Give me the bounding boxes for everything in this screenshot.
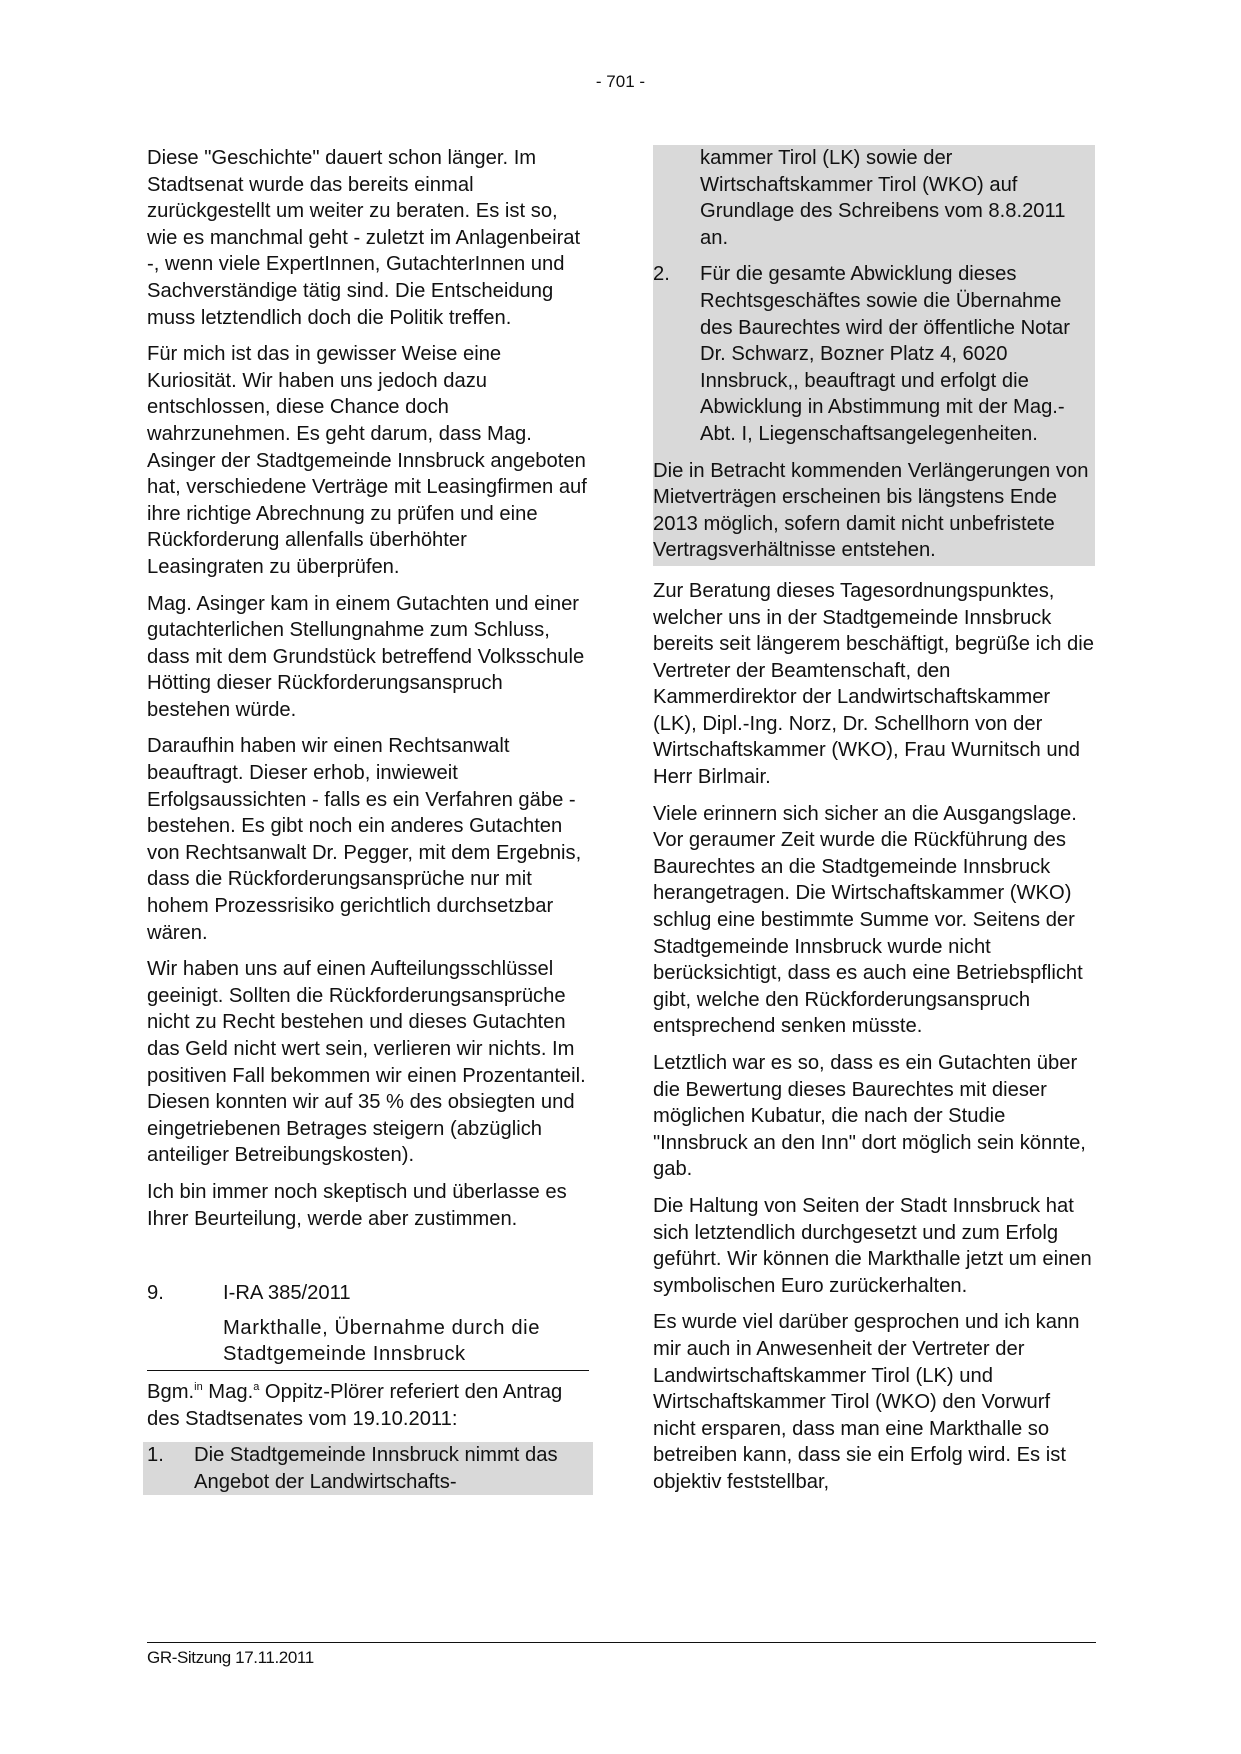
page-number: - 701 - [595,72,646,91]
left-column [147,145,589,1495]
motion-text: Die Stadtgemeinde Innsbruck nimmt das Angebot der Landwirtschafts- [194,1444,558,1493]
motion-item-1 [143,1442,593,1495]
paragraph: Ich bin immer noch skeptisch und überlasse es Ihrer Beurteilung, werde aber zustimmen. [147,1180,567,1230]
paragraph: Daraufhin haben wir einen Rechtsanwalt beauftragt. Dieser erhob, inwieweit Erfolgsaussichten - falls es ein Verfahren gäbe - bestehen. Es gibt noch ein anderes Gutachten von Rechtsanwalt Dr. Pegger, mit dem Ergebnis, dass die Rückforderungsansprüche nur mit hohem Prozessrisiko gerichtlich durchsetzbar wären. [147,735,582,944]
motion-number: 1. [147,1444,164,1467]
motion-box [653,145,1095,566]
heading-divider [147,1370,589,1371]
right-column [653,145,1095,1506]
footer-session-date: GR-Sitzung 17.11.2011 [147,1648,314,1667]
agenda-item-heading [147,1280,589,1371]
agenda-title: Markthalle, Übernahme durch die Stadtgemeinde Innsbruck [223,1316,541,1366]
motion-note: Die in Betracht kommenden Verlängerungen von Mietverträgen erscheinen bis längstens Ende 2013 möglich, sofern damit nicht unbefristete Vertragsverhältnisse entstehen. [653,459,1089,562]
paragraph: Wir haben uns auf einen Aufteilungsschlüssel geeinigt. Sollten die Rückforderungsansprüche nicht zu Recht bestehen und dieses Gutachten das Geld nicht wert sein, verlieren wir nichts. Im positiven Fall bekommen wir einen Prozentanteil. Diesen konnten wir auf 35 % des obsiegten und eingetriebenen Betrages steigern (abzüglich anteiliger Betreibungskosten). [147,958,586,1167]
agenda-number: 9. [147,1282,164,1305]
footer-divider [147,1642,1096,1643]
paragraph: Viele erinnern sich sicher an die Ausgangslage. Vor geraumer Zeit wurde die Rückführung des Baurechtes an die Stadtgemeinde Innsbruck herangetragen. Die Wirtschaftskammer (WKO) schlug eine bestimmte Summe vor. Seitens der Stadtgemeinde Innsbruck wurde nicht berücksichtigt, dass es auch eine Betriebspflicht gibt, welche den Rückforderungsanspruch entsprechend senken müsste. [653,802,1083,1038]
motion-text: kammer Tirol (LK) sowie der Wirtschaftskammer Tirol (WKO) auf Grundlage des Schreibens vom 8.8.2011 an. [700,147,1066,249]
agenda-reference: I-RA 385/2011 [223,1282,351,1305]
paragraph: Zur Beratung dieses Tagesordnungspunktes, welcher uns in der Stadtgemeinde Innsbruck bereits seit längerem beschäftigt, begrüße ich die Vertreter der Beamtenschaft, den Kammerdirektor der Landwirtschaftskammer (LK), Dipl.-Ing. Norz, Dr. Schellhorn von der Wirtschaftskammer (WKO), Frau Wurnitsch und Herr Birlmair. [653,579,1095,789]
motion-item-1-continued [653,145,1095,251]
motion-number: 2. [653,263,670,286]
paragraph: Letztlich war es so, dass es ein Gutachten über die Bewertung dieses Baurechtes mit dieser möglichen Kubatur, die nach der Studie "Innsbruck an den Inn" dort möglich sein könnte, gab. [653,1052,1086,1181]
paragraph: Mag. Asinger kam in einem Gutachten und einer gutachterlichen Stellungnahme zum Schluss, dass mit dem Grundstück betreffend Volksschule Hötting dieser Rückforderungsanspruch bestehen würde. [147,592,585,721]
paragraph: Es wurde viel darüber gesprochen und ich kann mir auch in Anwesenheit der Vertreter der Landwirtschaftskammer Tirol (LK) und Wirtschaftskammer Tirol (WKO) den Vorwurf nicht ersparen, dass man eine Markthalle so betreiben kann, dass sie ein Erfolg wird. Es ist objektiv feststellbar, [653,1311,1080,1493]
referent-line: Bgm.$^{in}$ Mag.$^a$ Oppitz-Plörer referiert den Antrag des Stadtsenates vom 19.10.2011: [147,1380,563,1430]
motion-item-2 [653,261,1095,447]
motion-text: Für die gesamte Abwicklung dieses Rechtsgeschäftes sowie die Übernahme des Baurechtes wird der öffentliche Notar Dr. Schwarz, Bozner Platz 4, 6020 Innsbruck,, beauftragt und erfolgt die Abwicklung in Abstimmung mit der Mag.-Abt. I, Liegenschaftsangelegenheiten. [700,263,1070,445]
paragraph: Für mich ist das in gewisser Weise eine Kuriosität. Wir haben uns jedoch dazu entschlossen, diese Chance doch wahrzunehmen. Es geht darum, dass Mag. Asinger der Stadtgemeinde Innsbruck angeboten hat, verschiedene Verträge mit Leasingfirmen auf ihre richtige Abrechnung zu prüfen und eine Rückforderung allenfalls überhöhter Leasingraten zu überprüfen. [147,343,587,578]
paragraph: Diese "Geschichte" dauert schon länger. Im Stadtsenat wurde das bereits einmal zurückgestellt um weiter zu beraten. Es ist so, wie es manchmal geht - zuletzt im Anlagenbeirat -, wenn viele ExpertInnen, GutachterInnen und Sachverständige tätig sind. Die Entscheidung muss letztendlich doch die Politik treffen. [147,147,581,329]
paragraph: Die Haltung von Seiten der Stadt Innsbruck hat sich letztendlich durchgesetzt und zum Erfolg geführt. Wir können die Markthalle jetzt um einen symbolischen Euro zurückerhalten. [653,1194,1092,1297]
